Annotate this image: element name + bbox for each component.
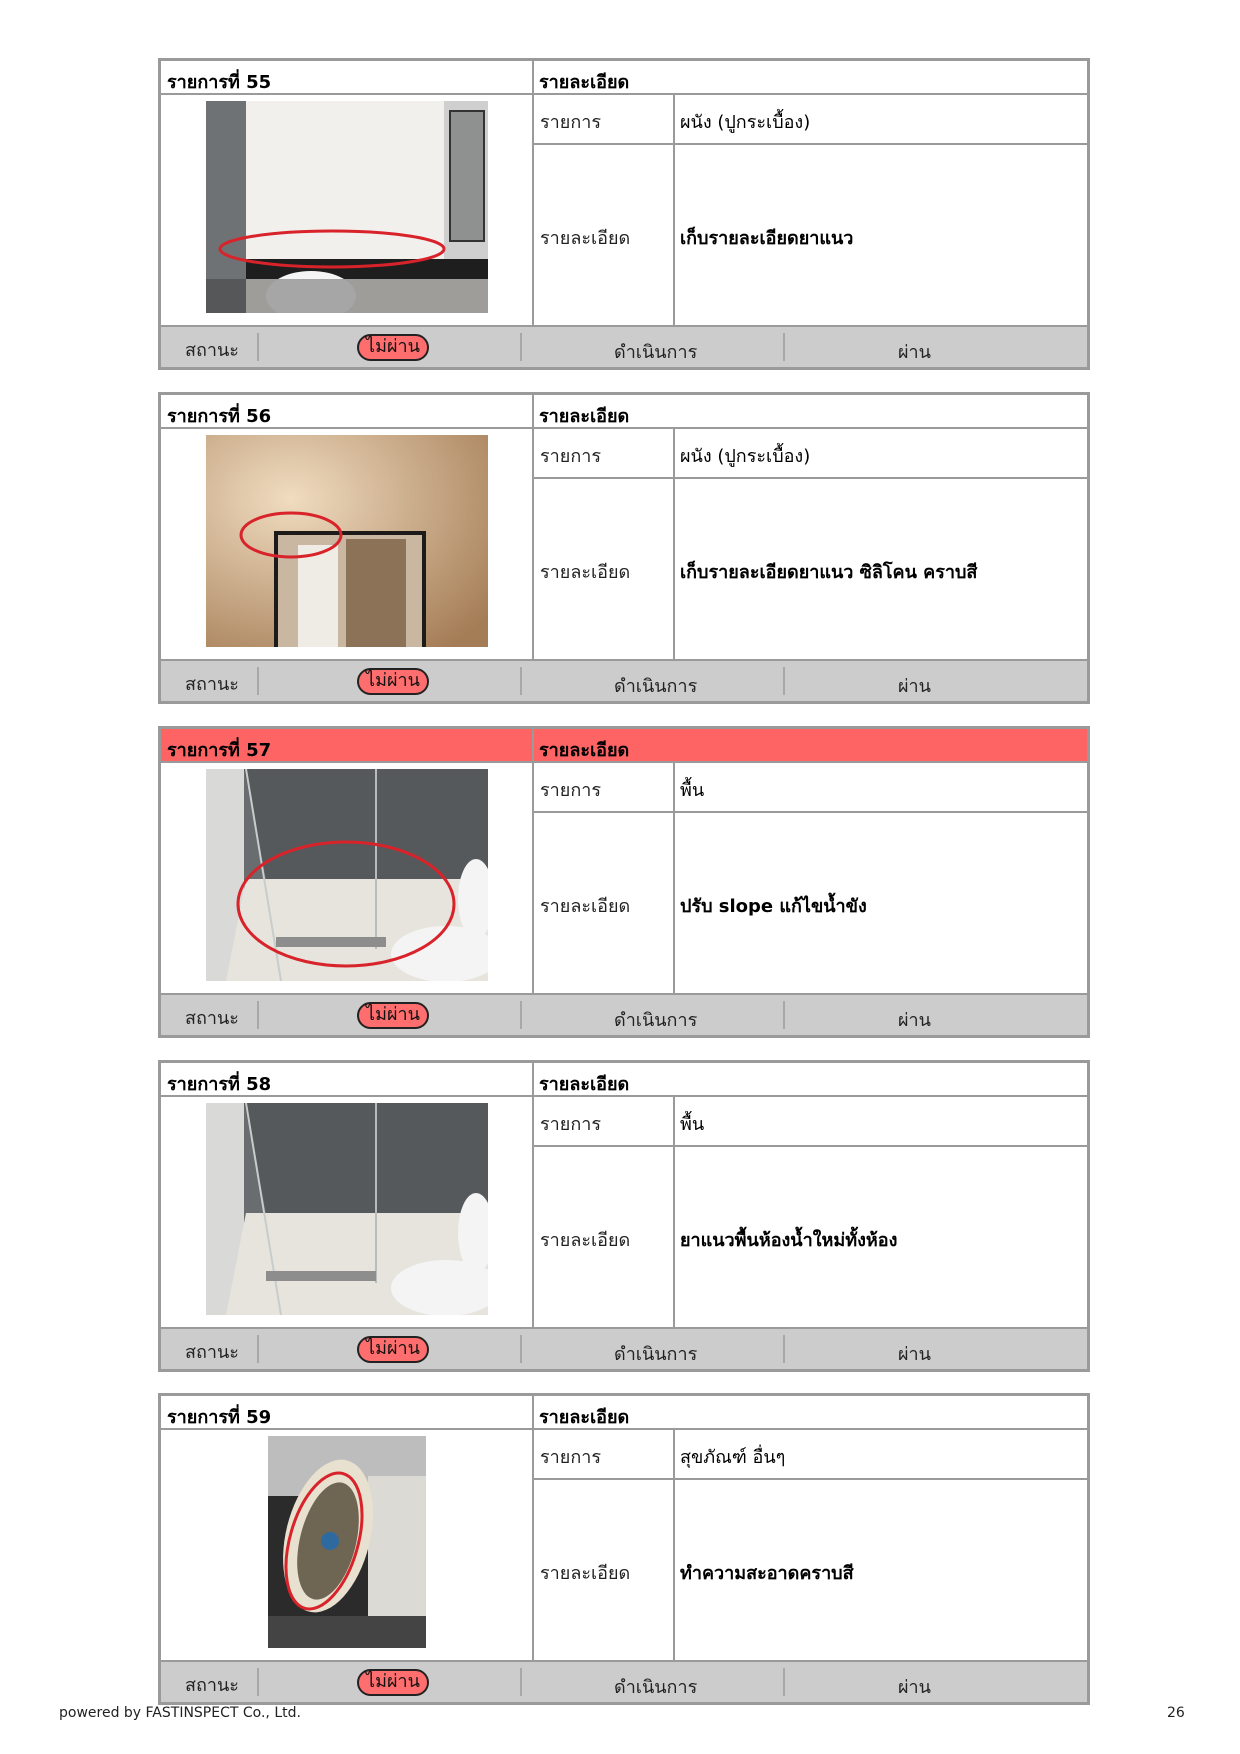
status-pass[interactable]: ผ่าน	[898, 1677, 931, 1698]
status-in-progress[interactable]: ดำเนินการ	[614, 676, 698, 697]
item-value: สุขภัณฑ์ อื่นๆ	[680, 1447, 786, 1468]
item-value: ผนัง (ปูกระเบื้อง)	[680, 446, 811, 467]
status-pass[interactable]: ผ่าน	[898, 1010, 931, 1031]
status-bar	[161, 1327, 1087, 1369]
detail-value: ปรับ slope แก้ไขน้ำขัง	[680, 896, 867, 917]
powered-by-footer: powered by FASTINSPECT Co., Ltd.	[59, 1705, 301, 1721]
item-row	[534, 1097, 1087, 1147]
status-bar	[161, 993, 1087, 1035]
card-header	[161, 729, 1087, 763]
status-label: สถานะ	[185, 1008, 239, 1029]
item-value: ผนัง (ปูกระเบื้อง)	[680, 112, 811, 133]
shower-floor-photo[interactable]	[206, 769, 488, 981]
photo-cell	[161, 1097, 532, 1327]
detail-row	[534, 813, 1087, 993]
detail-value: ทำความสะอาดคราบสี	[680, 1563, 854, 1584]
status-pass[interactable]: ผ่าน	[898, 676, 931, 697]
card-header	[161, 61, 1087, 95]
status-in-progress[interactable]: ดำเนินการ	[614, 1677, 698, 1698]
detail-header: รายละเอียด	[539, 406, 630, 427]
status-bar	[161, 659, 1087, 701]
item-label: รายการ	[540, 112, 601, 133]
status-pass[interactable]: ผ่าน	[898, 1344, 931, 1365]
item-title: รายการที่ 57	[167, 740, 272, 761]
detail-label: รายละเอียด	[540, 1230, 631, 1251]
card-header	[161, 1063, 1087, 1097]
detail-label: รายละเอียด	[540, 896, 631, 917]
status-label: สถานะ	[185, 674, 239, 695]
status-fail-badge[interactable]: ไม่ผ่าน	[357, 668, 429, 695]
status-label: สถานะ	[185, 340, 239, 361]
page-number: 26	[1167, 1705, 1185, 1721]
item-value: พื้น	[680, 1114, 705, 1135]
detail-value: เก็บรายละเอียดยาแนว	[680, 228, 854, 249]
inspection-card-56	[158, 392, 1090, 704]
inspection-card-59	[158, 1393, 1090, 1705]
status-in-progress[interactable]: ดำเนินการ	[614, 1344, 698, 1365]
inspection-card-57	[158, 726, 1090, 1038]
status-fail-badge[interactable]: ไม่ผ่าน	[357, 1669, 429, 1696]
wall-tile-photo[interactable]	[206, 101, 488, 313]
detail-header: รายละเอียด	[539, 1407, 630, 1428]
detail-row	[534, 479, 1087, 659]
detail-label: รายละเอียด	[540, 228, 631, 249]
item-row	[534, 763, 1087, 813]
item-title: รายการที่ 58	[167, 1074, 272, 1095]
status-fail-badge[interactable]: ไม่ผ่าน	[357, 1336, 429, 1363]
photo-cell	[161, 429, 532, 659]
photo-cell	[161, 763, 532, 993]
detail-header: รายละเอียด	[539, 72, 630, 93]
item-title: รายการที่ 59	[167, 1407, 272, 1428]
item-label: รายการ	[540, 1447, 601, 1468]
detail-label: รายละเอียด	[540, 562, 631, 583]
detail-row	[534, 145, 1087, 325]
item-title: รายการที่ 55	[167, 72, 272, 93]
item-label: รายการ	[540, 1114, 601, 1135]
item-value: พื้น	[680, 780, 705, 801]
inspection-card-58	[158, 1060, 1090, 1372]
item-row	[534, 429, 1087, 479]
inspection-card-55	[158, 58, 1090, 370]
status-label: สถานะ	[185, 1675, 239, 1696]
status-in-progress[interactable]: ดำเนินการ	[614, 342, 698, 363]
bathroom-floor-photo[interactable]	[206, 1103, 488, 1315]
detail-row	[534, 1147, 1087, 1327]
toilet-tank-photo[interactable]	[268, 1436, 426, 1648]
detail-row	[534, 1480, 1087, 1660]
photo-cell	[161, 1430, 532, 1660]
item-label: รายการ	[540, 780, 601, 801]
status-pass[interactable]: ผ่าน	[898, 342, 931, 363]
detail-value: ยาแนวพื้นห้องน้ำใหม่ทั้งห้อง	[680, 1230, 898, 1251]
status-fail-badge[interactable]: ไม่ผ่าน	[357, 334, 429, 361]
photo-cell	[161, 95, 532, 325]
card-header	[161, 395, 1087, 429]
item-row	[534, 1430, 1087, 1480]
status-fail-badge[interactable]: ไม่ผ่าน	[357, 1002, 429, 1029]
status-label: สถานะ	[185, 1342, 239, 1363]
detail-value: เก็บรายละเอียดยาแนว ซิลิโคน คราบสี	[680, 562, 978, 583]
item-title: รายการที่ 56	[167, 406, 272, 427]
item-label: รายการ	[540, 446, 601, 467]
status-bar	[161, 325, 1087, 367]
status-in-progress[interactable]: ดำเนินการ	[614, 1010, 698, 1031]
detail-header: รายละเอียด	[539, 1074, 630, 1095]
status-bar	[161, 1660, 1087, 1702]
item-row	[534, 95, 1087, 145]
mirror-wall-photo[interactable]	[206, 435, 488, 647]
card-header	[161, 1396, 1087, 1430]
detail-label: รายละเอียด	[540, 1563, 631, 1584]
detail-header: รายละเอียด	[539, 740, 630, 761]
